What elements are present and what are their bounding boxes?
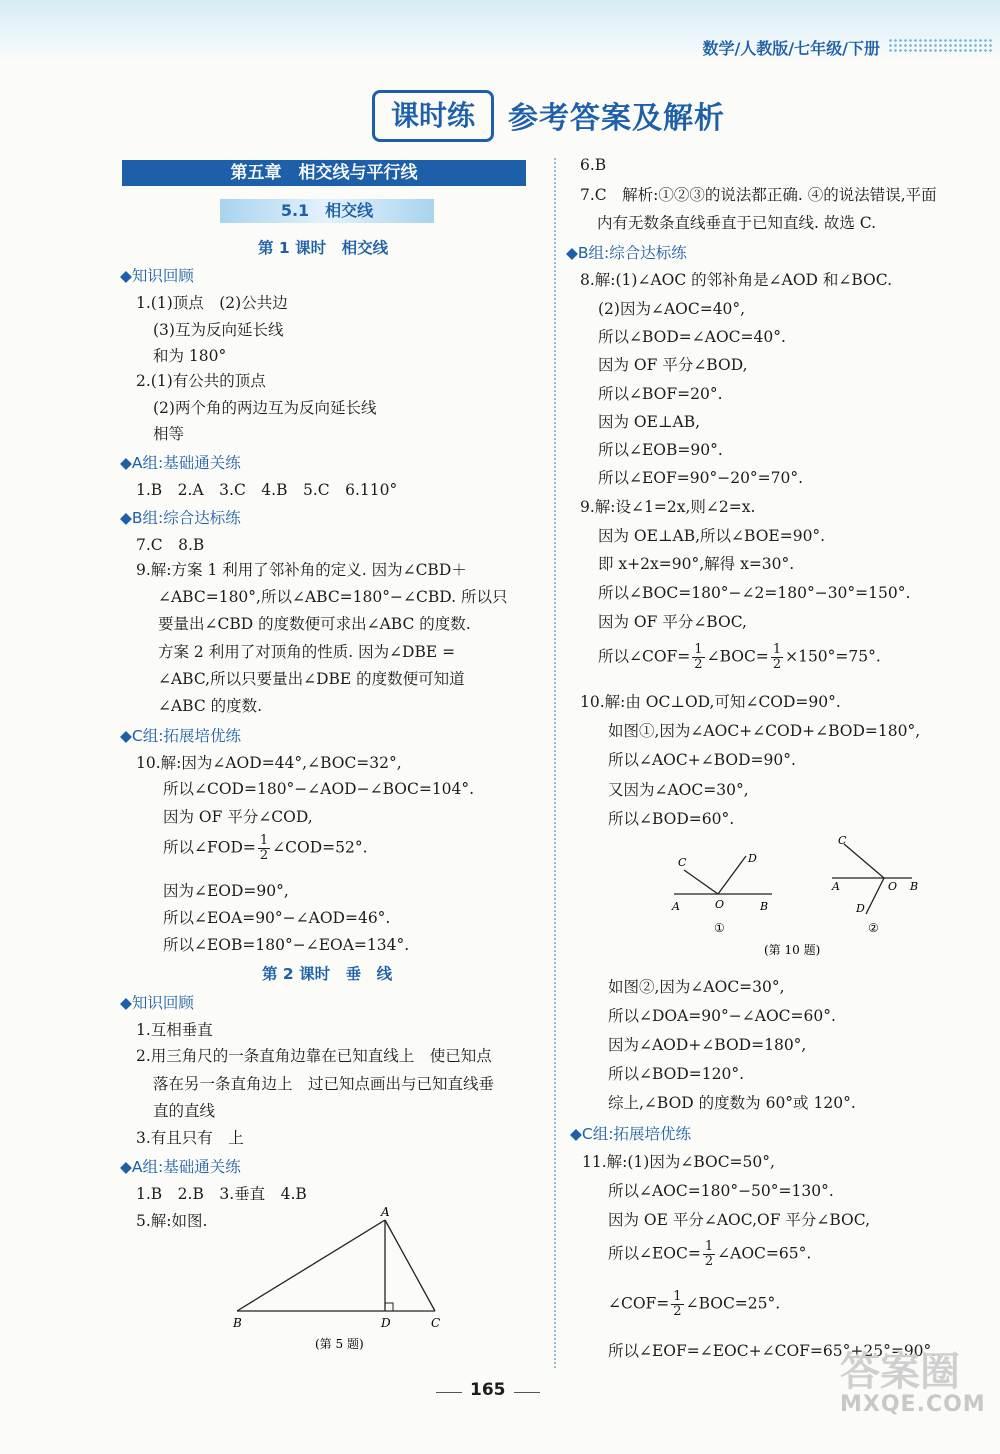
answer-line-fraction [608, 1240, 811, 1269]
text: 所以∠EOC= [608, 1244, 701, 1263]
denominator: 2 [259, 848, 269, 863]
answer-line: 1.B 2.B 3.垂直 4.B [136, 1185, 307, 1203]
answer-line: 1.B 2.A 3.C 4.B 5.C 6.110° [136, 481, 398, 499]
watermark-url: MXQE.COM [840, 1392, 986, 1417]
denominator: 2 [772, 657, 782, 672]
label-d: D [856, 902, 865, 915]
answer-line: 1.(1)顶点 (2)公共边 [136, 294, 288, 312]
numerator: 1 [772, 642, 782, 657]
numerator: 1 [673, 1289, 682, 1304]
answer-line: ∠ABC,所以只要量出∠DBE 的度数便可知道 [158, 670, 465, 688]
series-label: 数学/人教版/七年级/下册 [702, 39, 880, 58]
answer-line: 9.解:设∠1=2x,则∠2=x. [580, 498, 756, 516]
fraction [692, 643, 704, 672]
fraction [703, 1240, 715, 1269]
heading-group-c: ◆C组:拓展培优练 [120, 727, 241, 745]
heading-group-a: ◆A组:基础通关练 [120, 454, 241, 472]
answer-line: 所以∠BOD=60°. [608, 810, 735, 828]
text: ∠BOC=25°. [685, 1294, 781, 1313]
numerator: 1 [704, 1239, 714, 1254]
text: ∠AOC=65°. [717, 1244, 812, 1263]
label-a: A [381, 1205, 390, 1219]
answer-line: 因为 OE⊥AB, [598, 413, 701, 431]
dot-pattern [888, 38, 992, 54]
text: ∠COD=52°. [272, 838, 368, 857]
answer-line: 所以∠COD=180°−∠AOD−∠BOC=104°. [163, 780, 475, 798]
figure-10 [660, 832, 930, 962]
denominator: 2 [673, 1304, 682, 1319]
answer-line: 方案 2 利用了对顶角的性质. 因为∠DBE = [158, 643, 456, 661]
heading-group-c: ◆C组:拓展培优练 [570, 1125, 691, 1143]
label-b: B [233, 1316, 242, 1330]
page-dash [436, 1392, 462, 1393]
answer-line: 所以∠BOC=180°−∠2=180°−30°=150°. [598, 584, 911, 602]
answer-line: 所以∠EOA=90°−∠AOD=46°. [163, 909, 391, 927]
answer-line: 又因为∠AOC=30°, [608, 781, 749, 799]
answer-line: 因为∠EOD=90°, [163, 882, 289, 900]
section-banner: 5.1 相交线 [220, 199, 434, 223]
page-title: 参考答案及解析 [508, 101, 725, 136]
label-a: A [832, 880, 840, 893]
answer-line: 落在另一条直角边上 过已知点画出与已知直线垂 [153, 1075, 495, 1093]
watermark-logo: 答案圈 [840, 1349, 960, 1395]
chapter-banner: 第五章 相交线与平行线 [122, 160, 526, 186]
figure-number: ② [868, 921, 879, 935]
title-box: 课时练 [372, 90, 494, 142]
answer-line: 5.解:如图. [136, 1212, 208, 1230]
answer-line: 11.解:(1)因为∠BOC=50°, [582, 1153, 775, 1171]
label-b: B [760, 900, 769, 913]
fraction [771, 643, 783, 672]
answer-line: 即 x+2x=90°,解得 x=30°. [598, 555, 795, 573]
answer-line: 2.用三角尺的一条直角边靠在已知直线上 使已知点 [136, 1047, 492, 1065]
numerator: 1 [259, 833, 269, 848]
heading-group-b: ◆B组:综合达标练 [120, 509, 241, 527]
answer-line: 所以∠EOB=90°. [598, 441, 723, 459]
answer-line: (2)两个角的两边互为反向延长线 [153, 399, 377, 417]
answer-line: 7.C 8.B [136, 536, 205, 554]
answer-line: 10.解:由 OC⊥OD,可知∠COD=90°. [580, 693, 841, 711]
answer-line: (2)因为∠AOC=40°, [598, 300, 746, 318]
column-divider [554, 158, 556, 1368]
answer-line: 所以∠EOB=180°−∠EOA=134°. [163, 936, 410, 954]
answer-line: 所以∠AOC+∠BOD=90°. [608, 751, 796, 769]
answer-line: 所以∠DOA=90°−∠AOC=60°. [608, 1007, 836, 1025]
heading-review: ◆知识回顾 [120, 994, 194, 1012]
answer-line: 2.(1)有公共的顶点 [136, 372, 266, 390]
answer-line: 内有无数条直线垂直于已知直线. 故选 C. [597, 214, 877, 232]
text: ∠BOC= [706, 647, 769, 666]
answer-line-fraction [163, 834, 368, 863]
text: ×150°=75°. [785, 647, 881, 666]
answer-line: 3.有且只有 上 [136, 1129, 244, 1147]
answer-line: 所以∠BOF=20°. [598, 385, 723, 403]
lesson-title: 第 2 课时 垂 线 [262, 965, 393, 983]
answer-line-fraction [608, 1290, 780, 1319]
label-o: O [888, 880, 898, 893]
answer-line: ∠ABC 的度数. [158, 697, 263, 715]
label-d: D [748, 852, 757, 865]
page-number: 165 [470, 1380, 506, 1400]
fraction [258, 834, 270, 863]
answer-line: (3)互为反向延长线 [153, 321, 284, 339]
answer-line: 因为 OF 平分∠BOC, [598, 613, 747, 631]
answer-line: 所以∠EOF=90°−20°=70°. [598, 469, 804, 487]
answer-line: 因为 OF 平分∠COD, [163, 808, 313, 826]
answer-line: ∠ABC=180°,所以∠ABC=180°−∠CBD. 所以只 [158, 588, 508, 606]
answer-line: 1.互相垂直 [136, 1021, 213, 1039]
lesson-title: 第 1 课时 相交线 [258, 239, 389, 257]
figure-5 [225, 1205, 455, 1355]
answer-line: 8.解:(1)∠AOC 的邻补角是∠AOD 和∠BOC. [580, 271, 892, 289]
page-dash [514, 1392, 540, 1393]
figure-caption: (第 5 题) [315, 1337, 364, 1351]
answer-line: 相等 [153, 425, 185, 443]
heading-group-b: ◆B组:综合达标练 [566, 244, 687, 262]
label-a: A [672, 900, 680, 913]
text: 所以∠FOD= [163, 838, 256, 857]
answer-line: 和为 180° [153, 347, 227, 365]
figure-caption: (第 10 题) [764, 943, 821, 957]
answer-line: 因为 OF 平分∠BOD, [598, 356, 748, 374]
answer-line: 如图①,因为∠AOC+∠COD+∠BOD=180°, [608, 722, 921, 740]
figure-number: ① [714, 921, 725, 935]
denominator: 2 [704, 1254, 714, 1269]
fraction [671, 1290, 683, 1319]
answer-line: 所以∠AOC=180°−50°=130°. [608, 1182, 834, 1200]
text: 所以∠COF= [598, 647, 691, 666]
answer-line: 综上,∠BOD 的度数为 60°或 120°. [608, 1094, 856, 1112]
answer-line: 要量出∠CBD 的度数便可求出∠ABC 的度数. [158, 615, 471, 633]
numerator: 1 [694, 642, 703, 657]
label-c: C [431, 1316, 441, 1330]
answer-line: 如图②,因为∠AOC=30°, [608, 978, 785, 996]
heading-review: ◆知识回顾 [120, 267, 194, 285]
answer-line: 因为 OE 平分∠AOC,OF 平分∠BOC, [608, 1211, 870, 1229]
answer-line: 6.B [580, 156, 607, 174]
denominator: 2 [694, 657, 703, 672]
label-c: C [838, 834, 847, 847]
answer-line: 所以∠BOD=∠AOC=40°. [598, 328, 786, 346]
label-c: C [678, 856, 687, 869]
answer-line: 所以∠BOD=120°. [608, 1065, 745, 1083]
answer-line: 因为 OE⊥AB,所以∠BOE=90°. [598, 527, 826, 545]
answer-line: 所以∠EOF=∠EOC+∠COF=65°+25°=90°. [608, 1342, 937, 1360]
text: ∠COF= [608, 1294, 670, 1313]
answer-line: 直的直线 [153, 1102, 216, 1120]
label-d: D [381, 1316, 391, 1330]
answer-line: 因为∠AOD+∠BOD=180°, [608, 1036, 807, 1054]
answer-line: 9.解:方案 1 利用了邻补角的定义. 因为∠CBD＋ [136, 561, 467, 579]
answer-line-fraction [598, 643, 881, 672]
answer-line: 10.解:因为∠AOD=44°,∠BOC=32°, [136, 754, 402, 772]
heading-group-a: ◆A组:基础通关练 [120, 1158, 241, 1176]
label-b: B [910, 880, 919, 893]
label-o: O [715, 898, 725, 911]
answer-line: 7.C 解析:①②③的说法都正确. ④的说法错误,平面 [580, 186, 937, 204]
